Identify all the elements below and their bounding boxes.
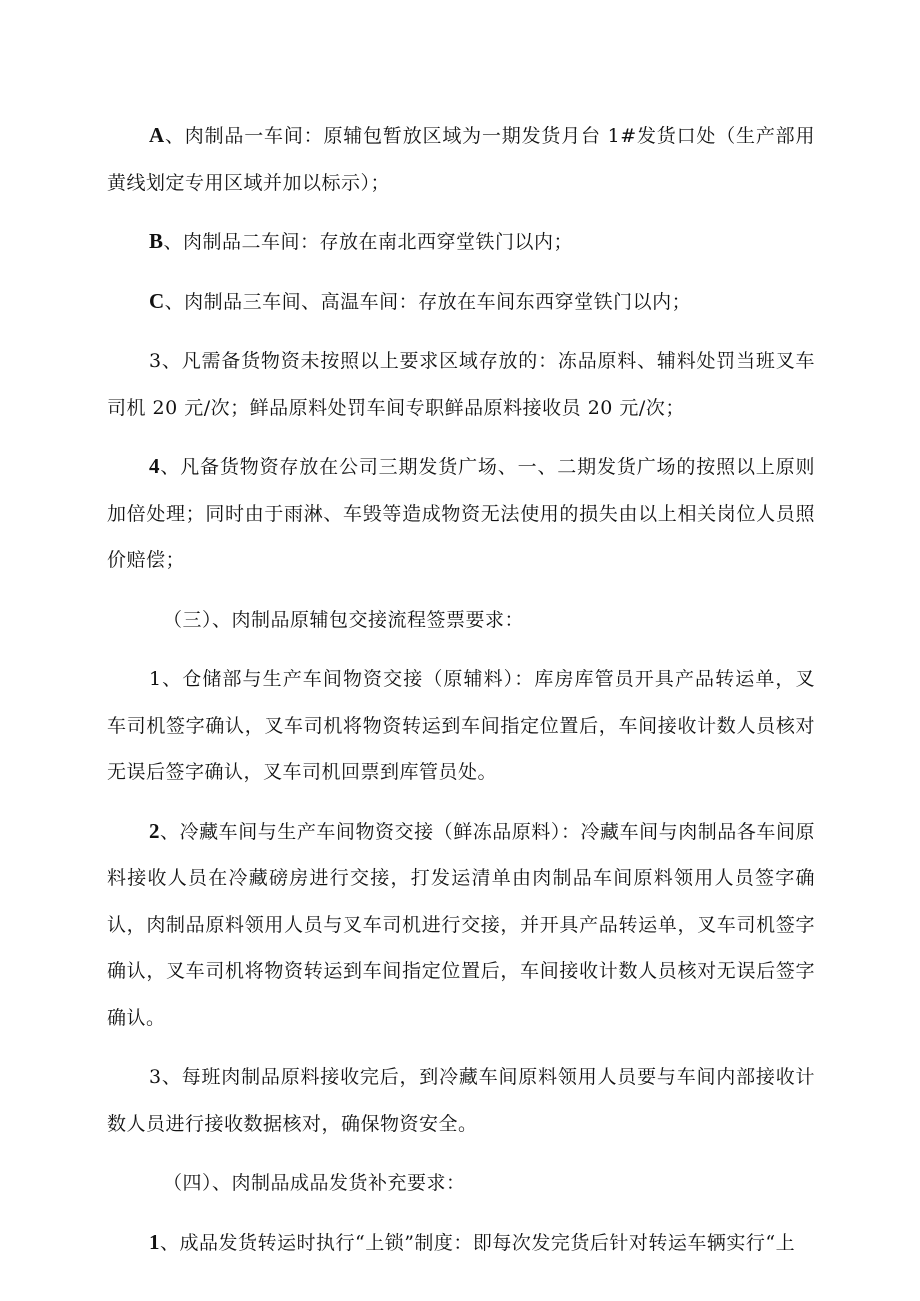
paragraph-1-lock-system <box>107 1219 815 1267</box>
section-heading-four <box>107 1159 815 1207</box>
section-heading-three <box>107 596 815 644</box>
document-body <box>107 112 815 1266</box>
item-marker: A <box>149 123 165 147</box>
paragraph-text: 、冷藏车间与生产车间物资交接（鲜冻品原料）：冷藏车间与肉制品各车间原料接收人员在冷藏磅房进行交接，打发运清单由肉制品车间原料领用人员签字确认，肉制品原料领用人员与叉车司机进行交接，并开具产品转运单，叉车司机签字确认，叉车司机将物资转运到车间指定位置后，车间接收计数人员核对无误后签字确认。 <box>107 820 815 1029</box>
paragraph-c-workshop-three <box>107 278 815 326</box>
paragraph-3-penalty <box>107 337 815 431</box>
paragraph-text: 3、每班肉制品原料接收完后，到冷藏车间原料领用人员要与车间内部接收计数人员进行接收数据核对，确保物资安全。 <box>107 1066 815 1135</box>
paragraph-text: 、肉制品二车间：存放在南北西穿堂铁门以内； <box>163 231 574 253</box>
paragraph-text: 、肉制品三车间、高温车间：存放在车间东西穿堂铁门以内； <box>164 290 692 313</box>
paragraph-text: 、凡备货物资存放在公司三期发货广场、一、二期发货广场的按照以上原则加倍处理；同时由于雨淋、车毁等造成物资无法使用的损失由以上相关岗位人员照价赔偿； <box>107 456 815 571</box>
paragraph-text: 、肉制品一车间：原辅包暂放区域为一期发货月台 1#发货口处（生产部用黄线划定专用区域并加以标示）； <box>107 125 815 194</box>
paragraph-text: 3、凡需备货物资未按照以上要求区域存放的：冻品原料、辅料处罚当班叉车司机 20 元/次；鲜品原料处罚车间专职鲜品原料接收员 20 元/次； <box>107 350 815 419</box>
paragraph-3-data-check <box>107 1053 815 1147</box>
item-marker: B <box>149 229 164 253</box>
item-marker: 4 <box>149 454 160 478</box>
item-marker: C <box>149 288 165 313</box>
paragraph-4-double-penalty <box>107 443 815 584</box>
item-marker: 1 <box>149 1229 160 1254</box>
paragraph-b-workshop-two <box>107 218 815 266</box>
paragraph-a-workshop-one <box>107 112 815 206</box>
item-marker: 2 <box>149 818 160 843</box>
paragraph-2-cold-storage-handover <box>107 808 815 1042</box>
paragraph-text: 1、仓储部与生产车间物资交接（原辅料）：库房库管员开具产品转运单，叉车司机签字确认，叉车司机将物资转运到车间指定位置后，车间接收计数人员核对无误后签字确认，叉车司机回票到库管员处。 <box>107 668 815 783</box>
paragraph-text: 、成品发货转运时执行“上锁”制度：即每次发完货后针对转运车辆实行“上 <box>160 1231 796 1254</box>
paragraph-1-warehouse-handover <box>107 655 815 796</box>
section-heading-text: （四）、肉制品成品发货补充要求： <box>163 1172 466 1194</box>
section-heading-text: （三）、肉制品原辅包交接流程签票要求： <box>163 608 525 631</box>
